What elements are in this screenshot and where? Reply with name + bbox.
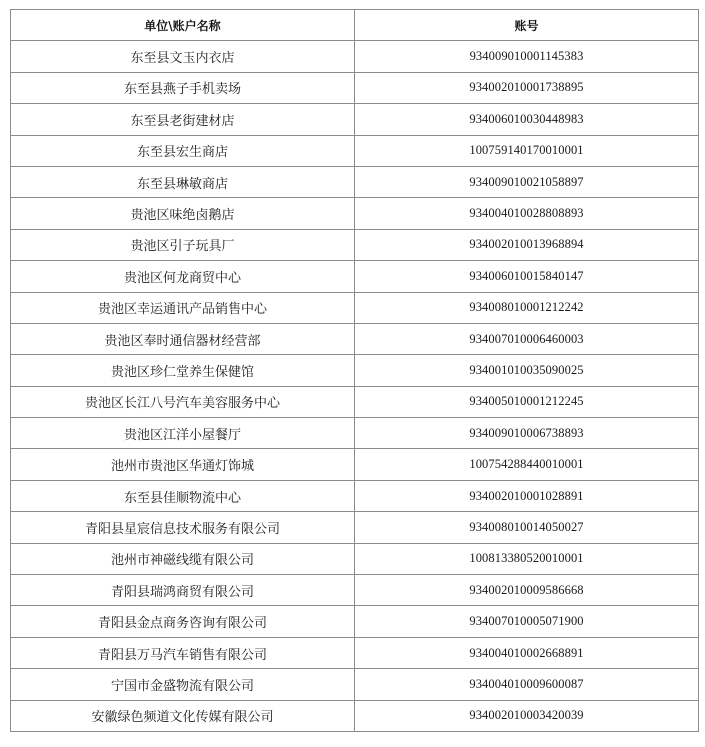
entity-name-cell: 东至县文玉内衣店	[11, 41, 355, 72]
entity-name-cell: 青阳县星宸信息技术服务有限公司	[11, 512, 355, 543]
table-row	[11, 418, 699, 449]
column-header-account: 账号	[355, 10, 699, 41]
entity-name-cell: 贵池区珍仁堂养生保健馆	[11, 355, 355, 386]
entity-name-cell: 池州市贵池区华通灯饰城	[11, 449, 355, 480]
entity-name-cell: 青阳县瑞鸿商贸有限公司	[11, 575, 355, 606]
table-row	[11, 386, 699, 417]
table-row	[11, 700, 699, 731]
entity-name-cell: 贵池区长江八号汽车美容服务中心	[11, 386, 355, 417]
table-row	[11, 355, 699, 386]
table-row	[11, 606, 699, 637]
account-number-cell: 934004010028808893	[355, 198, 699, 229]
account-number-cell: 100759140170010001	[355, 135, 699, 166]
account-number-cell: 934006010015840147	[355, 261, 699, 292]
account-number-cell: 934006010030448983	[355, 104, 699, 135]
entity-name-cell: 贵池区幸运通讯产品销售中心	[11, 292, 355, 323]
table-row	[11, 512, 699, 543]
account-number-cell: 934002010009586668	[355, 575, 699, 606]
entity-name-cell: 东至县佳顺物流中心	[11, 480, 355, 511]
table-body	[11, 41, 699, 732]
entity-name-cell: 安徽绿色频道文化传媒有限公司	[11, 700, 355, 731]
entity-name-cell: 宁国市金盛物流有限公司	[11, 669, 355, 700]
entity-name-cell: 东至县琳敏商店	[11, 166, 355, 197]
table-row	[11, 166, 699, 197]
table-row	[11, 261, 699, 292]
entity-name-cell: 东至县老街建材店	[11, 104, 355, 135]
account-number-cell: 100813380520010001	[355, 543, 699, 574]
table-row	[11, 575, 699, 606]
account-number-cell: 934008010001212242	[355, 292, 699, 323]
account-number-cell: 934007010006460003	[355, 323, 699, 354]
table-row	[11, 669, 699, 700]
table-row	[11, 323, 699, 354]
table-row	[11, 637, 699, 668]
account-number-cell: 934009010006738893	[355, 418, 699, 449]
entity-name-cell: 东至县宏生商店	[11, 135, 355, 166]
table-row	[11, 72, 699, 103]
account-number-cell: 934004010009600087	[355, 669, 699, 700]
table-row	[11, 229, 699, 260]
account-number-cell: 100754288440010001	[355, 449, 699, 480]
account-number-cell: 934005010001212245	[355, 386, 699, 417]
entity-name-cell: 池州市神磁线缆有限公司	[11, 543, 355, 574]
table-row	[11, 198, 699, 229]
table-row	[11, 449, 699, 480]
entity-name-cell: 贵池区味绝卤鹅店	[11, 198, 355, 229]
account-number-cell: 934009010021058897	[355, 166, 699, 197]
entity-name-cell: 东至县燕子手机卖场	[11, 72, 355, 103]
table-row	[11, 104, 699, 135]
account-number-cell: 934007010005071900	[355, 606, 699, 637]
entity-name-cell: 青阳县万马汽车销售有限公司	[11, 637, 355, 668]
account-number-cell: 934002010013968894	[355, 229, 699, 260]
account-number-cell: 934002010003420039	[355, 700, 699, 731]
entity-name-cell: 贵池区奉时通信器材经营部	[11, 323, 355, 354]
entity-name-cell: 贵池区引子玩具厂	[11, 229, 355, 260]
account-number-cell: 934001010035090025	[355, 355, 699, 386]
account-number-cell: 934008010014050027	[355, 512, 699, 543]
account-number-cell: 934009010001145383	[355, 41, 699, 72]
table-row	[11, 480, 699, 511]
entity-name-cell: 青阳县金点商务咨询有限公司	[11, 606, 355, 637]
table-row	[11, 543, 699, 574]
table-row	[11, 41, 699, 72]
column-header-name: 单位\账户名称	[11, 10, 355, 41]
table-header-row	[11, 10, 699, 41]
account-number-cell: 934002010001028891	[355, 480, 699, 511]
entity-name-cell: 贵池区江洋小屋餐厅	[11, 418, 355, 449]
account-number-cell: 934004010002668891	[355, 637, 699, 668]
table-row	[11, 135, 699, 166]
entity-name-cell: 贵池区何龙商贸中心	[11, 261, 355, 292]
account-number-cell: 934002010001738895	[355, 72, 699, 103]
table-row	[11, 292, 699, 323]
account-table	[10, 9, 699, 732]
account-list-document	[10, 9, 699, 732]
